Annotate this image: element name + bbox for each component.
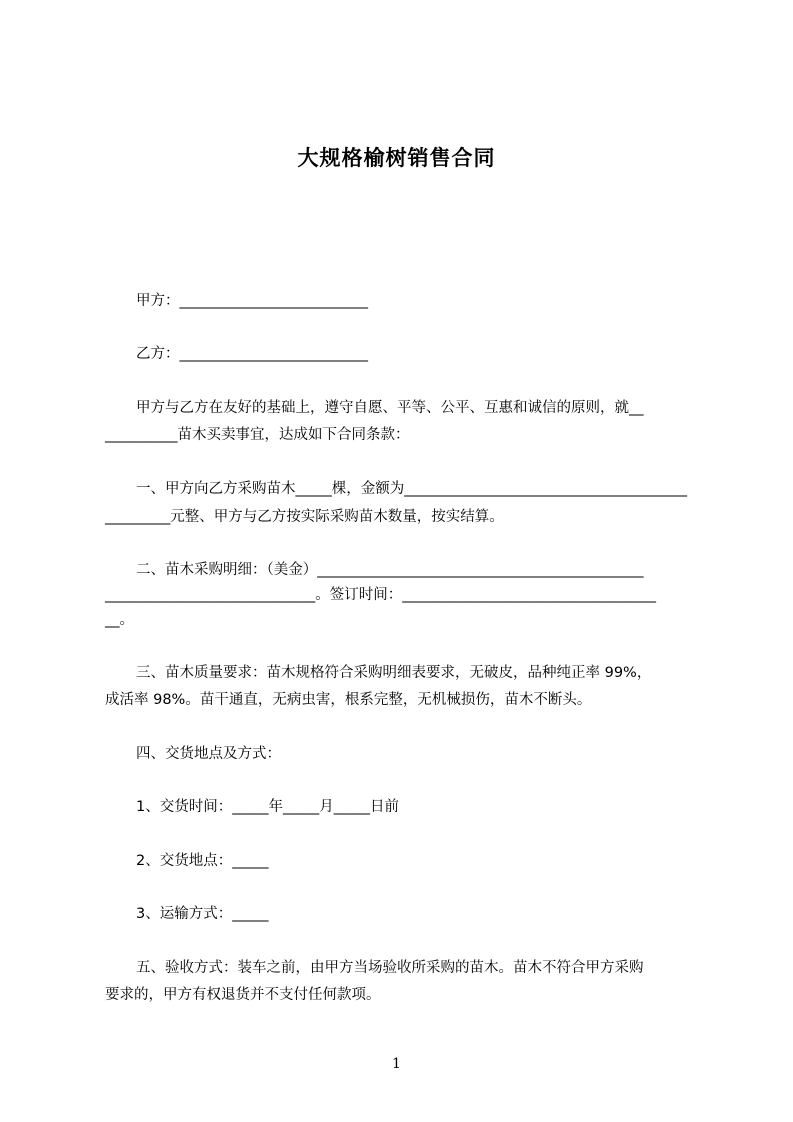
clause-3-line-1: 三、苗木质量要求：苗木规格符合采购明细表要求，无破皮，品种纯正率 99%， <box>136 665 652 681</box>
clause-3-line-2: 成活率 98%。苗干通直，无病虫害，根系完整，无机械损伤，苗木不断头。 <box>105 692 592 708</box>
intro-line-2: __________苗木买卖事宜，达成如下合同条款： <box>105 427 410 443</box>
clause-1-line-1: 一、甲方向乙方采购苗木_____棵，金额为_______________________________________ <box>136 481 687 497</box>
clause-2-line-2: _____________________________。签订时间：___________________________________ <box>105 587 656 603</box>
delivery-place-line: 2、交货地点：_____ <box>136 853 269 869</box>
party-a-line: 甲方：__________________________ <box>136 293 368 309</box>
clause-2-line-1: 二、苗木采购明细：（美金）_____________________________________________ <box>136 562 644 578</box>
party-b-line: 乙方：__________________________ <box>136 346 368 362</box>
page-number: 1 <box>392 1056 401 1072</box>
clause-5-line-1: 五、验收方式：装车之前，由甲方当场验收所采购的苗木。苗木不符合甲方采购 <box>136 960 644 976</box>
intro-line-1: 甲方与乙方在友好的基础上，遵守自愿、平等、公平、互惠和诚信的原则，就__ <box>136 400 644 416</box>
clause-1-line-2: _________元整、甲方与乙方按实际采购苗木数量，按实结算。 <box>105 509 504 525</box>
clause-5-line-2: 要求的，甲方有权退货并不支付任何款项。 <box>105 987 381 1003</box>
clause-4-heading: 四、交货地点及方式： <box>136 746 281 762</box>
clause-2-line-3: __。 <box>105 612 134 628</box>
transport-method-line: 3、运输方式：_____ <box>136 906 269 922</box>
delivery-time-line: 1、交货时间：_____年_____月_____日前 <box>136 799 399 815</box>
document-title: 大规格榆树销售合同 <box>297 146 496 170</box>
